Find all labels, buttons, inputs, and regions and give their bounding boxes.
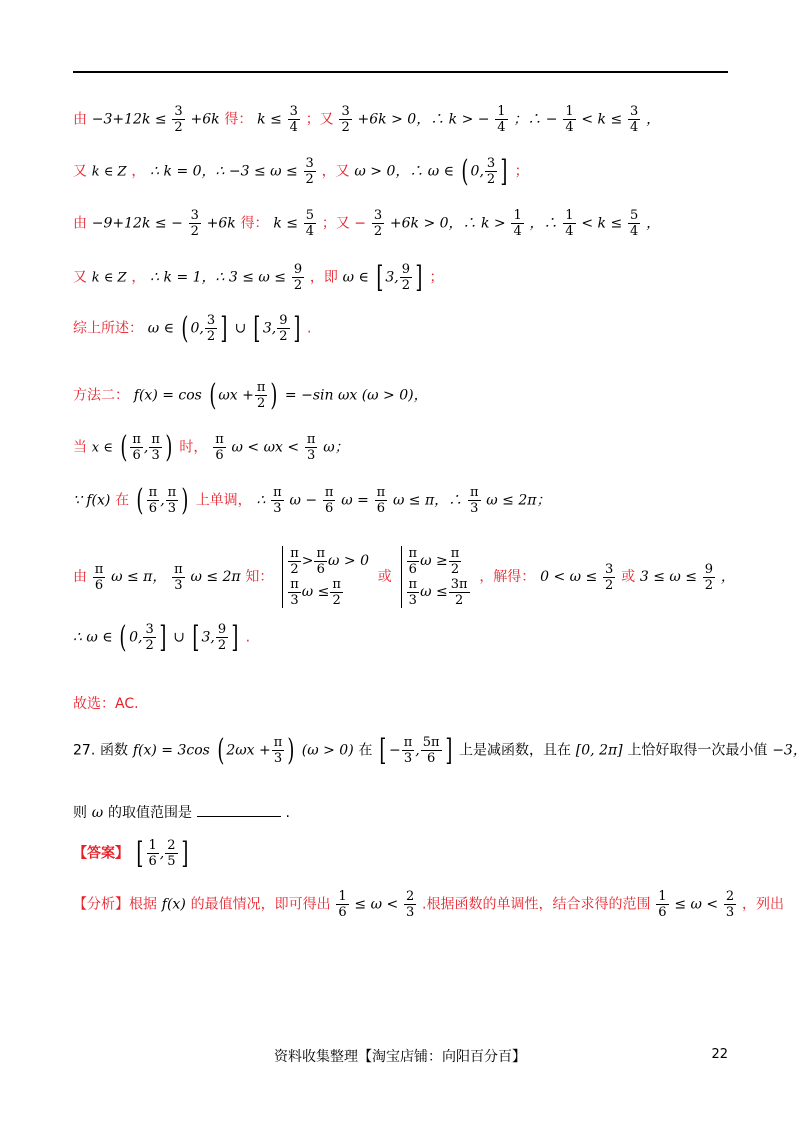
math: − xyxy=(388,742,401,759)
text: 函数 xyxy=(100,742,129,759)
text: 在 xyxy=(115,492,130,509)
fraction: $\frac{\pi}{3}$ xyxy=(273,485,282,516)
inequality-system-2: $\frac{\pi}{6}$ ω ≥ $\frac{\pi}{2}$ $\frac{\pi}{3}$ ω ≤ $\frac{3\pi}{2}$ xyxy=(401,546,471,608)
answer-line: 【答案】 [ $\frac{1}{6}$ , $\frac{2}{5}$ ] xyxy=(73,835,188,871)
math: −9+12k ≤ − xyxy=(91,215,183,232)
math: ω ≤ 2π； xyxy=(486,492,551,509)
fraction: $\frac{2}{5}$ xyxy=(167,838,176,869)
fraction: $\frac{\pi}{6}$ xyxy=(148,485,158,516)
math: 0, xyxy=(190,320,204,337)
math: k ∈ Z xyxy=(91,164,127,180)
text: ； xyxy=(429,269,444,286)
footer-text: 资料收集整理【淘宝店铺：向阳百分百】 xyxy=(274,1049,526,1065)
math: < k ≤ xyxy=(581,215,623,232)
text: 上恰好取得一次最小值 xyxy=(627,742,768,759)
question-27: 27. 函数 f(x) = 3cos ( 2ωx + $\frac{\pi}{3}$ ) (ω > 0) 在 [ − $\frac{\pi}{3}$ , $\frac{5\pi}{6}$ ] 上是减函数，且在 [0, 2π] 上恰好取得一次最小值 −3， xyxy=(73,732,807,768)
math: ；∴ − xyxy=(513,111,558,128)
solution-line-10: ∴ ω ∈ ( 0, $\frac{3}{2}$ ] ∪ [ 3, $\frac{9}{2}$ ] . xyxy=(73,619,251,655)
fraction: $\frac{1}{4}$ xyxy=(565,104,574,135)
math: x ∈ xyxy=(91,440,113,456)
solution-line-6: 方法二： f(x) = cos ( ωx + $\frac{\pi}{2}$ ) = −sin ωx (ω > 0)， xyxy=(73,377,428,413)
text: ，即 xyxy=(309,269,338,286)
math: ， xyxy=(646,111,661,128)
text: 上单调， xyxy=(195,492,252,509)
question-27-prompt xyxy=(73,802,290,823)
fraction: $\frac{3}{2}$ xyxy=(206,313,216,344)
fraction: $\frac{\pi}{6}$ xyxy=(132,432,141,463)
text: . xyxy=(307,320,312,337)
math: (ω > 0) xyxy=(301,742,354,759)
text: 知： xyxy=(245,569,274,585)
math: ∴ k = 1，∴ 3 ≤ ω ≤ xyxy=(150,269,287,286)
math: ∴ ω ∈ xyxy=(73,629,113,646)
math: ∴ k = 0，∴ −3 ≤ ω ≤ xyxy=(150,163,298,180)
text: 的取值范围是 xyxy=(107,805,192,821)
text: 时， xyxy=(179,439,208,456)
fraction: $\frac{\pi}{6}$ xyxy=(376,485,386,516)
math: ω < ωx < xyxy=(231,439,300,456)
math: f(x) xyxy=(161,896,186,913)
text: 的最值情况，即可得出 xyxy=(190,896,331,913)
math: ∪ xyxy=(173,629,185,646)
math: 0, xyxy=(470,163,484,180)
fraction: $\frac{\pi}{3}$ xyxy=(306,432,316,463)
fraction: $\frac{\pi}{6}$ xyxy=(215,432,224,463)
math: ω > 0，∴ ω ∈ xyxy=(354,163,455,180)
fraction: $\frac{3}{2}$ xyxy=(373,208,383,239)
fraction: $\frac{3}{4}$ xyxy=(630,104,639,135)
inequality-system-1: $\frac{\pi}{2}$ > $\frac{\pi}{6}$ ω > 0 $\frac{\pi}{3}$ ω ≤ $\frac{\pi}{2}$ xyxy=(282,546,369,608)
fraction: $\frac{9}{2}$ xyxy=(293,262,303,293)
math: ∪ xyxy=(234,320,247,337)
text: 综上所述： xyxy=(73,320,143,337)
solution-line-1 xyxy=(73,104,660,135)
text: ， xyxy=(131,163,146,180)
math: +6k > 0，∴ k > xyxy=(389,215,506,232)
text: 得： xyxy=(224,111,253,128)
fraction: $\frac{3}{2}$ xyxy=(190,208,199,239)
answer-choice-line xyxy=(73,693,139,714)
math: 3, xyxy=(262,320,277,337)
fraction: $\frac{2}{3}$ xyxy=(405,889,415,920)
fraction: $\frac{\pi}{2}$ xyxy=(256,380,266,411)
math: ωx + xyxy=(218,387,254,404)
math: 2ωx + xyxy=(226,742,271,759)
text: 由 xyxy=(73,569,87,585)
text: ；又 − xyxy=(321,215,367,232)
fraction: $\frac{\pi}{3}$ xyxy=(469,485,479,516)
math: ω ≤ π，∴ xyxy=(392,492,463,509)
fraction: $\frac{2}{3}$ xyxy=(725,889,735,920)
math: ∴ xyxy=(256,492,266,509)
math: [0, 2π] xyxy=(575,742,623,759)
solution-line-5: 综上所述： ω ∈ ( 0, $\frac{3}{2}$ ] ∪ [ 3, $\frac{9}{2}$ ] . xyxy=(73,310,312,346)
fraction: $\frac{1}{4}$ xyxy=(513,208,522,239)
math: +6k > 0，∴ k > − xyxy=(357,111,490,128)
math: ω ≤ π， xyxy=(111,569,167,585)
text: ， xyxy=(131,269,146,286)
answer-label: 【答案】 xyxy=(73,845,129,862)
solution-line-2: 又 k ∈ Z ， ∴ k = 0，∴ −3 ≤ ω ≤ $\frac{3}{2}$ ，又 ω > 0，∴ ω ∈ ( 0, $\frac{3}{2}$ ] ； xyxy=(73,153,529,189)
fraction: $\frac{5}{4}$ xyxy=(630,208,639,239)
text: .根据函数的单调性，结合求得的范围 xyxy=(422,896,651,913)
fraction: $\frac{1}{4}$ xyxy=(497,104,506,135)
fraction: $\frac{\pi}{3}$ xyxy=(167,485,177,516)
text: . xyxy=(285,805,290,821)
fraction: $\frac{9}{2}$ xyxy=(401,262,411,293)
text: 【分析】根据 xyxy=(73,896,157,913)
fraction: $\frac{\pi}{3}$ xyxy=(403,735,413,766)
fraction: $\frac{3}{2}$ xyxy=(145,622,154,653)
math: f(x) = cos xyxy=(133,387,202,404)
text: 则 xyxy=(73,805,87,821)
math: ω xyxy=(91,805,104,821)
math: +6k xyxy=(190,111,220,128)
header-rule xyxy=(73,71,728,73)
math: 0, xyxy=(129,629,143,646)
text: 由 xyxy=(73,215,87,232)
fraction: $\frac{\pi}{3}$ xyxy=(273,735,283,766)
math: 3, xyxy=(201,629,215,646)
solution-line-7: 当 x ∈ ( $\frac{\pi}{6}$ , $\frac{\pi}{3}$ ) 时， $\frac{\pi}{6}$ ω < ωx < $\frac{\pi}{3}$ ω； xyxy=(73,429,349,465)
math: ，∴ xyxy=(529,215,558,232)
solution-line-3 xyxy=(73,208,660,239)
fraction: $\frac{5}{4}$ xyxy=(305,208,315,239)
math: = −sin ωx (ω > 0)， xyxy=(284,387,428,404)
fraction: $\frac{\pi}{3}$ xyxy=(151,432,160,463)
math: −3+12k ≤ xyxy=(91,111,167,128)
math: 3 ≤ ω ≤ xyxy=(639,569,697,585)
text: ，列出 xyxy=(741,896,784,913)
fraction: $\frac{1}{6}$ xyxy=(148,838,157,869)
math: k ≤ xyxy=(273,215,299,232)
math: k ≤ xyxy=(257,111,282,128)
math: < k ≤ xyxy=(581,111,623,128)
text: ；又 xyxy=(305,111,334,128)
math: ω − xyxy=(289,492,318,509)
math: ∵ f(x) xyxy=(73,492,111,509)
text: ，解得： xyxy=(479,569,536,585)
text: 得： xyxy=(240,215,269,232)
fraction: $\frac{3}{2}$ xyxy=(605,561,614,593)
fraction: $\frac{9}{2}$ xyxy=(217,622,227,653)
text: ，又 xyxy=(321,163,350,180)
fraction: $\frac{3}{2}$ xyxy=(305,156,314,187)
text: 或 xyxy=(377,569,392,585)
text: 或 xyxy=(621,569,636,585)
math: +6k xyxy=(206,215,236,232)
text: 在 xyxy=(358,742,373,759)
text: 当 xyxy=(73,439,87,456)
fraction: $\frac{9}{2}$ xyxy=(279,313,288,344)
page-number: 22 xyxy=(711,1047,728,1062)
math: f(x) = 3cos xyxy=(132,742,210,759)
math: ≤ ω < xyxy=(674,896,719,913)
math: ω ∈ xyxy=(147,320,175,337)
fraction: $\frac{1}{6}$ xyxy=(338,889,347,920)
fraction: $\frac{9}{2}$ xyxy=(704,561,714,593)
math: ω ≤ 2π xyxy=(190,569,241,585)
solution-line-9 xyxy=(73,546,735,608)
math: −3， xyxy=(772,742,807,759)
text: 上是减函数，且在 xyxy=(459,742,572,759)
math: ω = xyxy=(341,492,369,509)
text: ； xyxy=(514,163,529,180)
fraction: $\frac{5\pi}{6}$ xyxy=(422,735,440,766)
fraction: $\frac{3}{2}$ xyxy=(341,104,350,135)
math: k ∈ Z xyxy=(91,270,127,286)
analysis-line xyxy=(73,889,784,920)
math: ， xyxy=(646,215,661,232)
fraction: $\frac{3}{2}$ xyxy=(174,104,183,135)
math: ≤ ω < xyxy=(354,896,399,913)
solution-line-8: ∵ f(x) 在 ( $\frac{\pi}{6}$ , $\frac{\pi}{3}$ ) 上单调， ∴ $\frac{\pi}{3}$ ω − $\frac{\pi}{6}$ ω = $\frac{\pi}{6}$ ω ≤ π，∴ $\frac{\pi}{3}$ ω ≤ 2π； xyxy=(73,482,551,518)
answer-blank xyxy=(197,802,281,817)
text: 由 xyxy=(73,111,87,128)
math: 3, xyxy=(385,269,399,286)
text: 故选：AC. xyxy=(73,696,139,712)
fraction: $\frac{3}{2}$ xyxy=(486,156,496,187)
fraction: $\frac{\pi}{3}$ xyxy=(174,561,183,593)
fraction: $\frac{\pi}{6}$ xyxy=(324,485,334,516)
math: ω； xyxy=(323,439,349,456)
fraction: $\frac{\pi}{6}$ xyxy=(94,561,104,593)
text: . xyxy=(245,629,251,646)
fraction: $\frac{3}{4}$ xyxy=(289,104,298,135)
fraction: $\frac{1}{4}$ xyxy=(565,208,574,239)
fraction: $\frac{1}{6}$ xyxy=(658,889,667,920)
math: 0 < ω ≤ xyxy=(540,569,598,585)
math: ， xyxy=(720,569,735,585)
solution-line-4: 又 k ∈ Z ， ∴ k = 1，∴ 3 ≤ ω ≤ $\frac{9}{2}$ ，即 ω ∈ [ 3, $\frac{9}{2}$ ] ； xyxy=(73,259,444,295)
text: 又 xyxy=(73,269,87,286)
text: 又 xyxy=(73,163,87,180)
question-number: 27. xyxy=(73,742,96,759)
text: 方法二： xyxy=(73,387,129,404)
math: ω ∈ xyxy=(342,269,369,286)
